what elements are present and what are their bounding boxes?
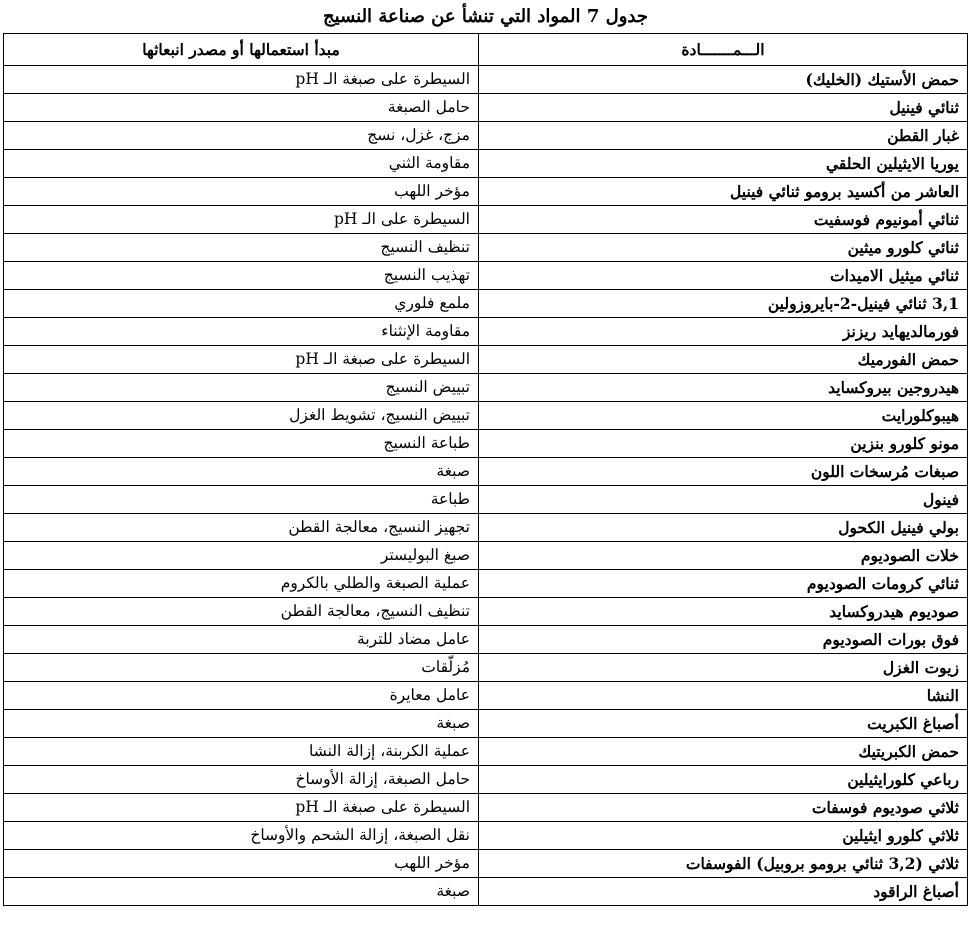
cell-material: أصباغ الراقود <box>479 878 968 906</box>
cell-use: مُزلّقات <box>4 654 479 682</box>
cell-material: غبار القطن <box>479 122 968 150</box>
cell-material: ثلاثي (3,2 ثنائي برومو بروبيل) الفوسفات <box>479 850 968 878</box>
table-row <box>4 822 968 850</box>
cell-material: فورمالديهايد ريزنز <box>479 318 968 346</box>
table-row <box>4 402 968 430</box>
cell-material: 3,1 ثنائي فينيل-2-بايروزولين <box>479 290 968 318</box>
table-body <box>4 66 968 906</box>
table-row <box>4 374 968 402</box>
cell-use: صبغة <box>4 458 479 486</box>
table-row <box>4 178 968 206</box>
cell-use: حامل الصبغة <box>4 94 479 122</box>
cell-material: زيوت الغزل <box>479 654 968 682</box>
cell-material: ثنائي فينيل <box>479 94 968 122</box>
table-row <box>4 626 968 654</box>
cell-material: حمض الفورميك <box>479 346 968 374</box>
cell-use: صبغة <box>4 710 479 738</box>
table-title: جدول 7 المواد التي تنشأ عن صناعة النسيج <box>323 6 648 27</box>
cell-material: العاشر من أكسيد برومو ثنائي فينيل <box>479 178 968 206</box>
cell-use: عملية الكربنة، إزالة النشا <box>4 738 479 766</box>
cell-use: طباعة <box>4 486 479 514</box>
cell-use: حامل الصبغة، إزالة الأوساخ <box>4 766 479 794</box>
cell-use: تنظيف النسيج <box>4 234 479 262</box>
table-row <box>4 766 968 794</box>
table-row <box>4 66 968 94</box>
table-row <box>4 738 968 766</box>
cell-material: أصباغ الكبريت <box>479 710 968 738</box>
header-row <box>4 34 968 66</box>
table-header <box>4 34 968 66</box>
table-row <box>4 430 968 458</box>
cell-use: مؤخر اللهب <box>4 178 479 206</box>
cell-material: حمض الأستيك (الخليك) <box>479 66 968 94</box>
cell-use: تبييض النسيج <box>4 374 479 402</box>
cell-use: السيطرة على صبغة الـ pH <box>4 794 479 822</box>
table-row <box>4 206 968 234</box>
table-row <box>4 318 968 346</box>
cell-use: ملمع فلوري <box>4 290 479 318</box>
cell-material: صوديوم هيدروكسايد <box>479 598 968 626</box>
cell-use: السيطرة على صبغة الـ pH <box>4 66 479 94</box>
cell-material: مونو كلورو بنزين <box>479 430 968 458</box>
cell-material: يوريا الايثيلين الحلقي <box>479 150 968 178</box>
cell-material: ثنائي ميثيل الاميدات <box>479 262 968 290</box>
table-row <box>4 150 968 178</box>
cell-material: صبغات مُرسخات اللون <box>479 458 968 486</box>
table-row <box>4 94 968 122</box>
table-row <box>4 122 968 150</box>
table-row <box>4 290 968 318</box>
table-row <box>4 234 968 262</box>
table-row <box>4 850 968 878</box>
cell-use: مزج، غزل، نسج <box>4 122 479 150</box>
cell-use: مقاومة الثني <box>4 150 479 178</box>
table-row <box>4 542 968 570</box>
cell-material: ثنائي كرومات الصوديوم <box>479 570 968 598</box>
table-row <box>4 794 968 822</box>
cell-use: صبغة <box>4 878 479 906</box>
cell-use: السيطرة على صبغة الـ pH <box>4 346 479 374</box>
cell-material: بولي فينيل الكحول <box>479 514 968 542</box>
materials-table <box>3 33 968 906</box>
cell-material: هيبوكلورايت <box>479 402 968 430</box>
table-row <box>4 654 968 682</box>
table-row <box>4 346 968 374</box>
cell-use: تجهيز النسيج، معالجة القطن <box>4 514 479 542</box>
header-material: الـــمـــــــادة <box>479 34 968 66</box>
cell-use: عملية الصبغة والطلي بالكروم <box>4 570 479 598</box>
cell-material: فينول <box>479 486 968 514</box>
cell-material: حمض الكبريتيك <box>479 738 968 766</box>
table-row <box>4 878 968 906</box>
cell-material: ثنائي أمونيوم فوسفيت <box>479 206 968 234</box>
table-row <box>4 682 968 710</box>
cell-use: عامل مضاد للتربة <box>4 626 479 654</box>
table-row <box>4 598 968 626</box>
cell-material: النشا <box>479 682 968 710</box>
cell-use: نقل الصبغة، إزالة الشحم والأوساخ <box>4 822 479 850</box>
cell-use: تنظيف النسيج، معالجة القطن <box>4 598 479 626</box>
cell-material: رباعي كلورايثيلين <box>479 766 968 794</box>
cell-material: فوق بورات الصوديوم <box>479 626 968 654</box>
cell-use: مؤخر اللهب <box>4 850 479 878</box>
table-row <box>4 710 968 738</box>
table-row <box>4 514 968 542</box>
cell-use: تهذيب النسيج <box>4 262 479 290</box>
cell-material: ثلاثي صوديوم فوسفات <box>479 794 968 822</box>
cell-material: ثنائي كلورو ميثين <box>479 234 968 262</box>
table-row <box>4 458 968 486</box>
cell-use: عامل معايرة <box>4 682 479 710</box>
cell-use: مقاومة الإنثناء <box>4 318 479 346</box>
cell-material: ثلاثي كلورو ايثيلين <box>479 822 968 850</box>
cell-use: صبغ البوليستر <box>4 542 479 570</box>
cell-use: طباعة النسيج <box>4 430 479 458</box>
cell-material: خلات الصوديوم <box>479 542 968 570</box>
table-row <box>4 262 968 290</box>
table-row <box>4 486 968 514</box>
cell-use: السيطرة على الـ pH <box>4 206 479 234</box>
cell-material: هيدروجين بيروكسايد <box>479 374 968 402</box>
table-row <box>4 570 968 598</box>
cell-use: تبييض النسيج، تشويط الغزل <box>4 402 479 430</box>
header-use: مبدأ استعمالها أو مصدر انبعاثها <box>4 34 479 66</box>
